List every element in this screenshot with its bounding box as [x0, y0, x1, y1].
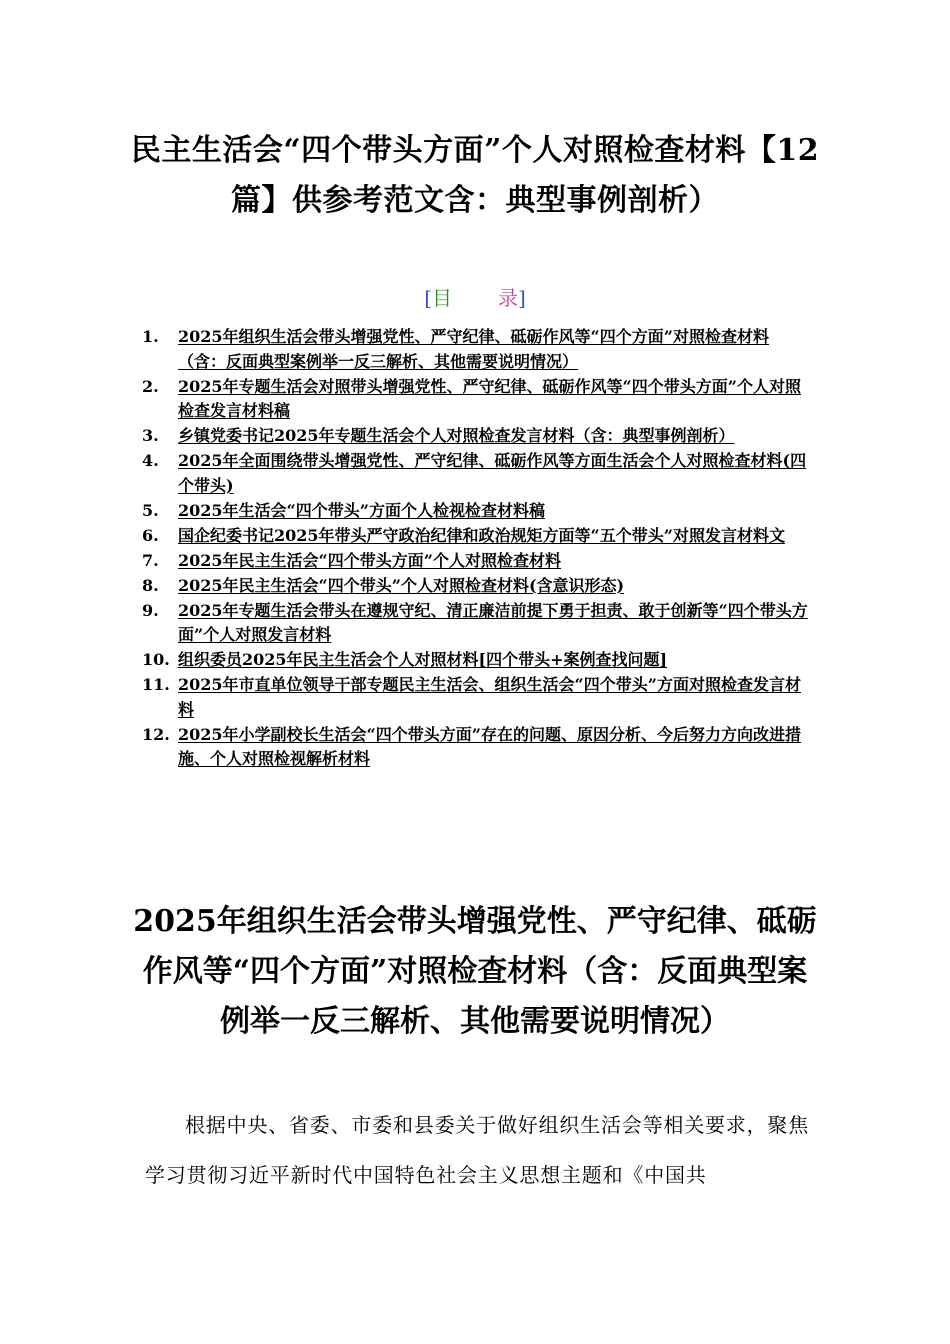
toc-item[interactable]	[142, 424, 812, 449]
toc-item[interactable]	[142, 673, 812, 722]
toc-item-link[interactable]: 2025年民主生活会“四个带头方面”个人对照检查材料	[178, 550, 561, 570]
toc-item[interactable]	[142, 375, 812, 424]
toc-item-number: 5.	[142, 500, 159, 520]
toc-item-link[interactable]: 国企纪委书记2025年带头严守政治纪律和政治规矩方面等“五个带头”对照发言材料文	[178, 525, 785, 545]
body-paragraph: 根据中央、省委、市委和县委关于做好组织生活会等相关要求，聚焦学习贯彻习近平新时代中国特色社会主义思想主题和《中国共	[145, 1113, 809, 1187]
toc-item[interactable]	[142, 325, 812, 374]
toc-item-number: 4.	[142, 451, 159, 470]
toc-item[interactable]	[142, 449, 812, 498]
toc-item[interactable]	[142, 723, 812, 772]
toc-item-number: 6.	[142, 525, 159, 545]
toc-item[interactable]	[142, 524, 812, 549]
toc-item[interactable]	[142, 574, 812, 599]
toc-item-link[interactable]: 2025年组织生活会带头增强党性、严守纪律、砥砺作风等“四个方面”对照检查材料（含：反面典型案例举一反三解析、其他需要说明情况）	[178, 327, 769, 371]
toc-item-number: 12.	[142, 724, 170, 744]
toc-item-link[interactable]: 2025年生活会“四个带头”方面个人检视检查材料稿	[178, 500, 545, 520]
toc-item[interactable]	[142, 599, 812, 648]
toc-item-number: 2.	[142, 376, 159, 396]
toc-word-2: 录	[498, 286, 518, 310]
toc-item-number: 8.	[142, 575, 159, 595]
toc-word-1: 目	[432, 286, 452, 310]
toc-item-number: 11.	[142, 675, 170, 694]
toc-item-link[interactable]: 2025年专题生活会带头在遵规守纪、清正廉洁前提下勇于担责、敢于创新等“四个带头方面”个人对照发言材料	[178, 600, 808, 644]
toc-item[interactable]	[142, 648, 812, 673]
document-title: 民主生活会“四个带头方面”个人对照检查材料【12篇】供参考范文含：典型事例剖析）	[130, 133, 820, 218]
toc-item-link[interactable]: 2025年小学副校长生活会“四个带头方面”存在的问题、原因分析、今后努力方向改进措施、个人对照检视解析材料	[178, 724, 801, 768]
toc-close-bracket: ]	[518, 286, 526, 310]
toc-item-number: 9.	[142, 600, 159, 620]
toc-item-number: 3.	[142, 426, 159, 445]
toc-item-number: 7.	[142, 550, 159, 570]
toc-heading	[0, 284, 950, 312]
toc-item-number: 1.	[142, 327, 159, 346]
table-of-contents	[142, 325, 812, 772]
toc-item-link[interactable]: 2025年市直单位领导干部专题民主生活会、组织生活会“四个带头”方面对照检查发言材料	[178, 675, 801, 719]
toc-item[interactable]	[142, 499, 812, 524]
section-title: 2025年组织生活会带头增强党性、严守纪律、砥砺作风等“四个方面”对照检查材料（含：反面典型案例举一反三解析、其他需要说明情况）	[133, 904, 817, 1039]
toc-item-link[interactable]: 乡镇党委书记2025年专题生活会个人对照检查发言材料（含：典型事例剖析）	[178, 426, 735, 445]
toc-item-link[interactable]: 2025年全面围绕带头增强党性、严守纪律、砥砺作风等方面生活会个人对照检查材料(四个带头)	[178, 451, 807, 495]
toc-open-bracket: [	[424, 286, 432, 310]
toc-item[interactable]	[142, 549, 812, 574]
toc-item-link[interactable]: 组织委员2025年民主生活会个人对照材料[四个带头+案例查找问题]	[178, 650, 668, 669]
toc-item-number: 10.	[142, 650, 170, 669]
toc-item-link[interactable]: 2025年专题生活会对照带头增强党性、严守纪律、砥砺作风等“四个带头方面”个人对照检查发言材料稿	[178, 376, 801, 420]
toc-item-link[interactable]: 2025年民主生活会“四个带头”个人对照检查材料(含意识形态)	[178, 575, 625, 595]
